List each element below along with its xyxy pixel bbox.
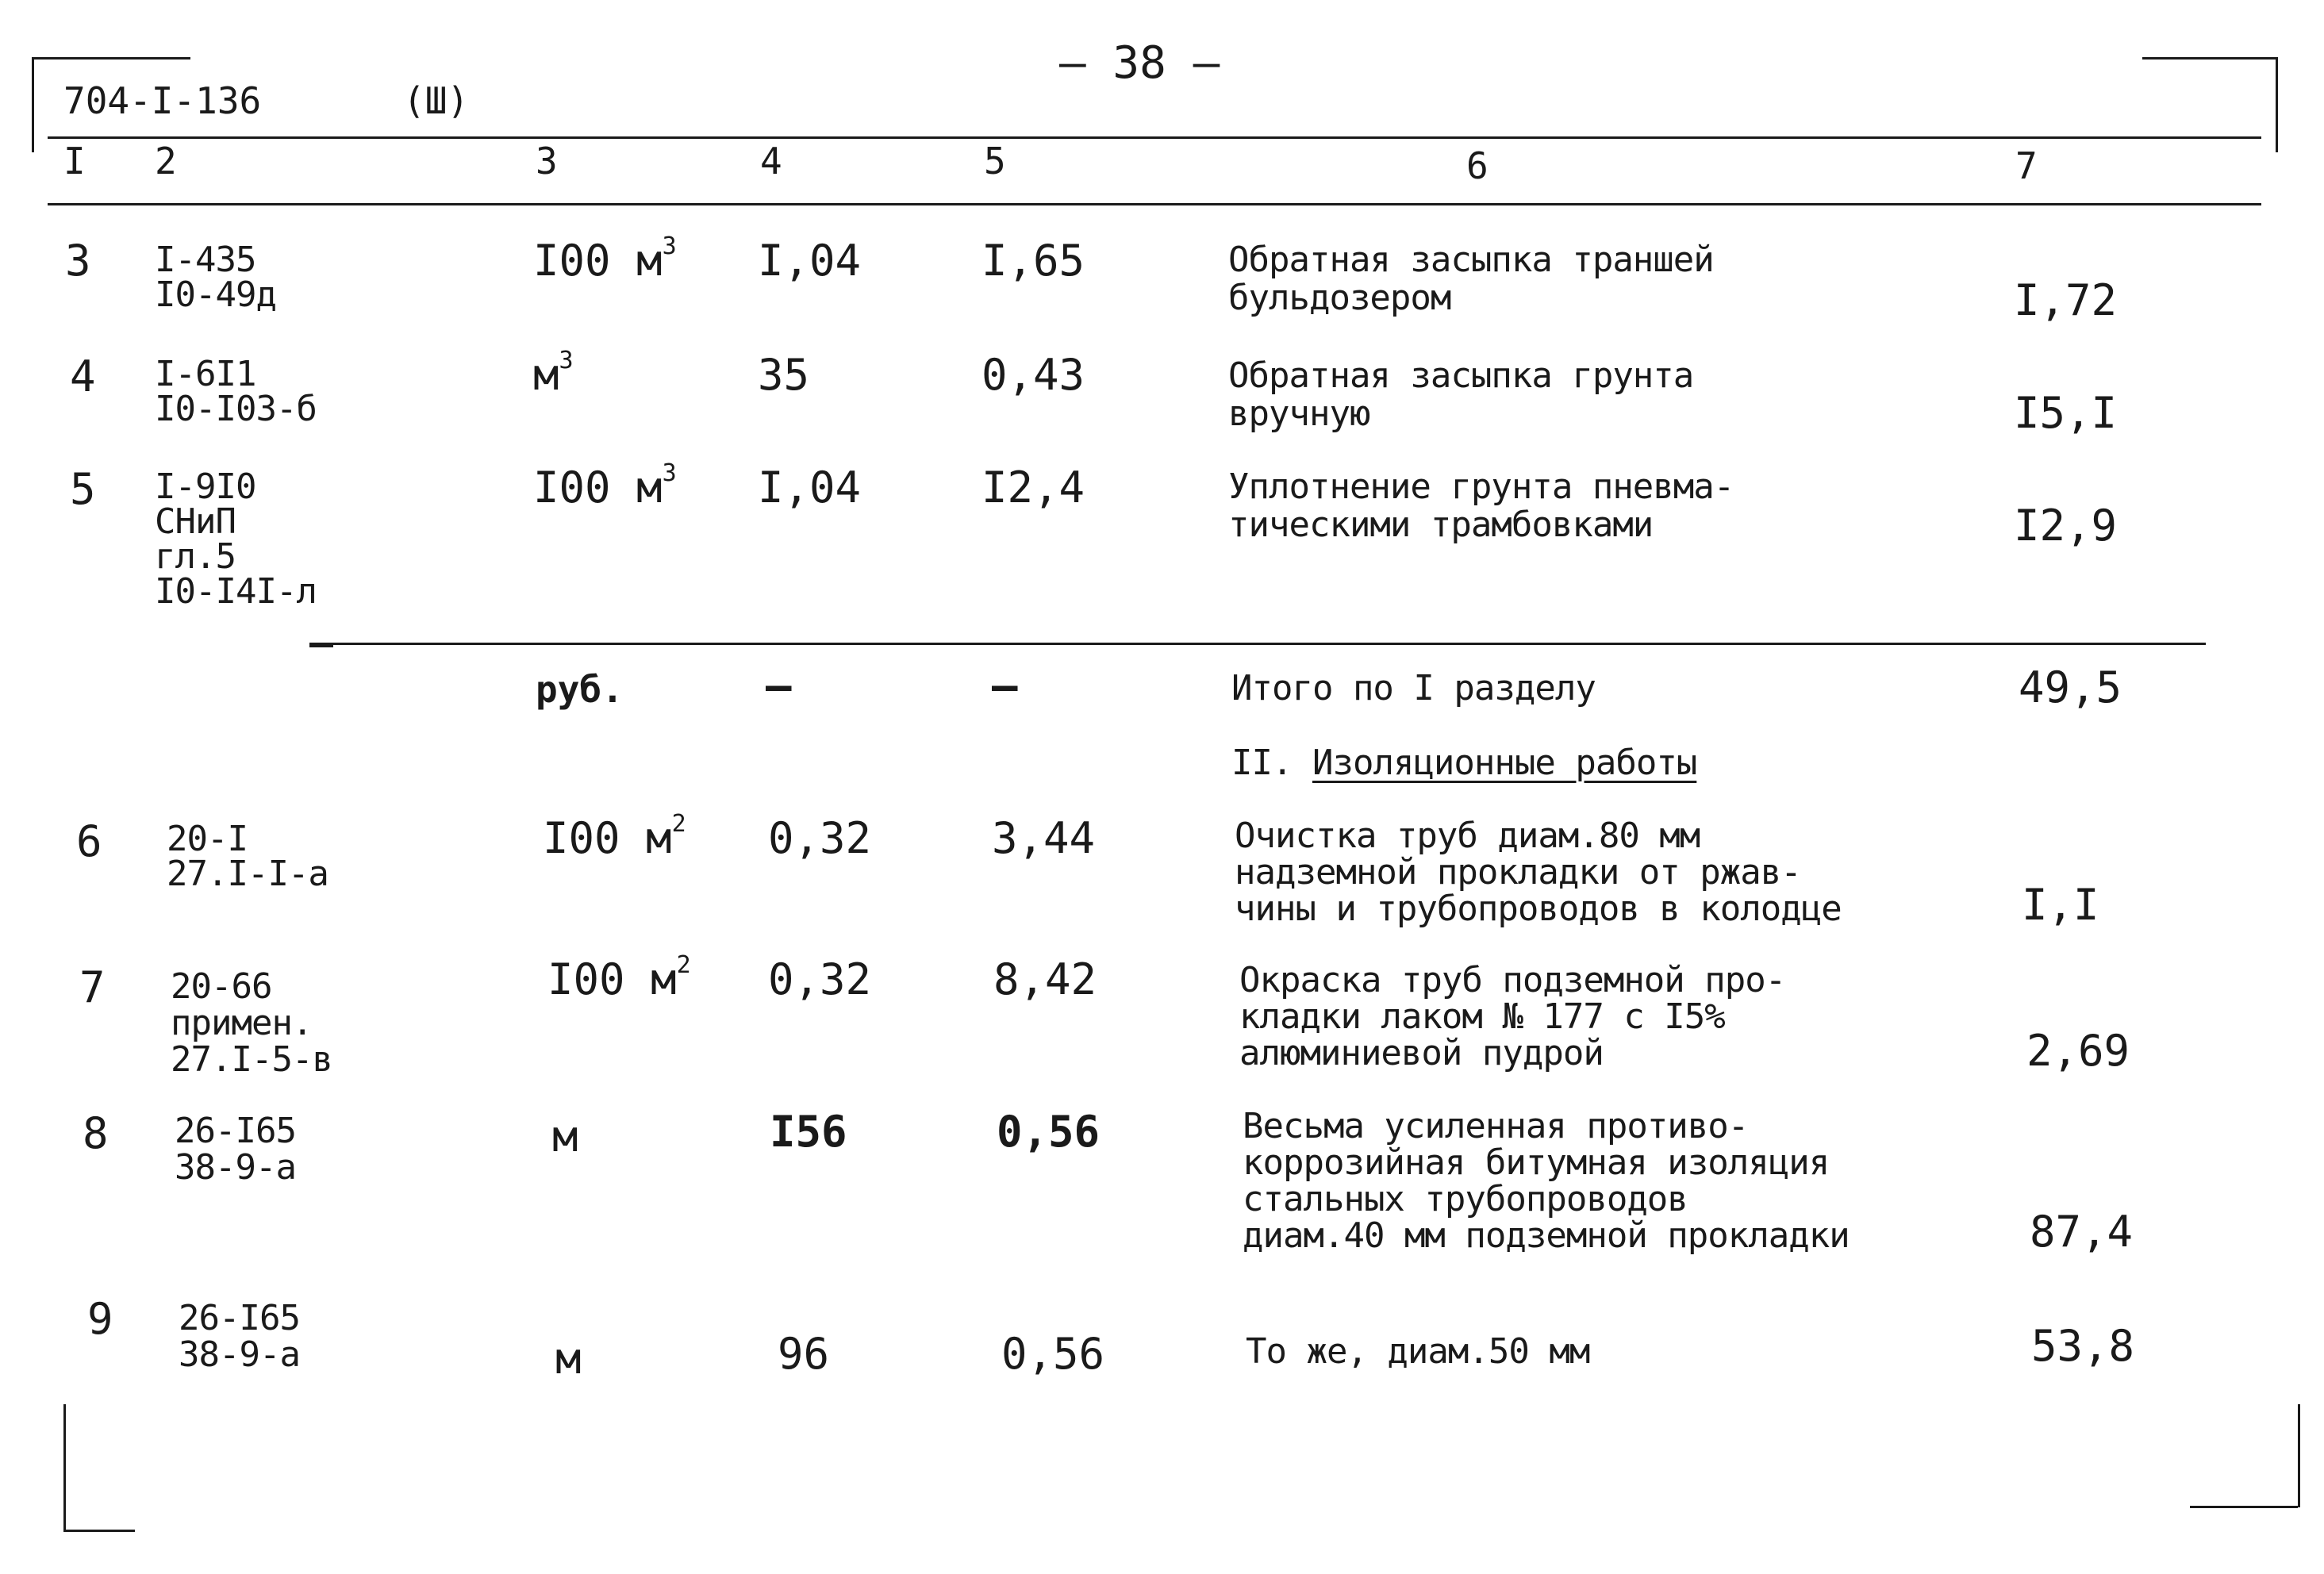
row-description: стальных трубопроводов <box>1243 1179 1688 1219</box>
row-unit: м <box>555 1334 582 1384</box>
row-description: Обратная засыпка грунта <box>1228 355 1694 396</box>
row-quantity: I56 <box>770 1107 847 1157</box>
row-unit <box>547 951 691 1004</box>
col-header-1: I <box>63 140 86 182</box>
header-bottom-line <box>48 203 2261 205</box>
frame-right-top <box>2276 57 2278 152</box>
section-title: Изоляционные работы <box>1312 743 1697 783</box>
row-unit <box>543 810 686 863</box>
unit-base: I00 м <box>533 463 663 513</box>
row-code: I-435 <box>155 240 256 280</box>
subtotal-description: Итого по I разделу <box>1231 668 1596 708</box>
row-price: 0,56 <box>1001 1329 1105 1379</box>
row-quantity: I,04 <box>758 463 862 513</box>
row-price: I,65 <box>981 236 1085 286</box>
col-header-5: 5 <box>984 140 1006 182</box>
row-description: чины и трубопроводов в колодце <box>1235 889 1842 929</box>
col-header-7: 7 <box>2015 144 2038 187</box>
row-number: 3 <box>65 236 91 286</box>
row-quantity: 0,32 <box>768 813 872 863</box>
unit-base: I00 м <box>547 954 677 1004</box>
row-total: I5,I <box>2014 388 2118 438</box>
row-total: I,72 <box>2014 275 2118 325</box>
section-number: II. <box>1231 743 1293 783</box>
unit-exponent: 2 <box>676 951 691 979</box>
row-description: Окраска труб подземной про- <box>1239 960 1786 1000</box>
col-header-4: 4 <box>760 140 782 182</box>
unit-base: I00 м <box>533 236 663 286</box>
row-price: I2,4 <box>981 463 1085 513</box>
frame-left-bottom <box>63 1404 66 1531</box>
row-code: I-6I1 <box>155 354 256 394</box>
row-code: СНиП <box>155 501 236 542</box>
unit-exponent: 2 <box>671 810 686 838</box>
row-number: 8 <box>83 1108 109 1158</box>
frame-bottom-right <box>2190 1506 2298 1508</box>
row-code: I-9I0 <box>155 466 256 507</box>
unit-exponent: 3 <box>559 347 574 374</box>
subtotal-unit: руб. <box>536 668 624 711</box>
row-total: I2,9 <box>2014 501 2118 551</box>
frame-left-top <box>32 57 34 152</box>
unit-exponent: 3 <box>662 232 677 260</box>
subtotal-rule <box>309 643 2206 645</box>
row-description: бульдозером <box>1228 278 1451 318</box>
frame-top-right <box>2142 57 2277 60</box>
row-code: 26-I65 <box>179 1298 300 1338</box>
row-quantity: 96 <box>778 1329 830 1379</box>
doc-code: 704-I-136 <box>63 79 262 122</box>
subtotal-total: 49,5 <box>2019 662 2122 712</box>
row-description: вручную <box>1228 394 1370 434</box>
row-description: Уплотнение грунта пневма- <box>1228 466 1734 507</box>
frame-right-bottom <box>2298 1404 2300 1507</box>
row-unit <box>533 347 574 400</box>
row-number: 4 <box>70 351 96 401</box>
row-description: тическими трамбовками <box>1228 505 1654 545</box>
row-number: 7 <box>79 962 106 1012</box>
row-code: 27.I-I-а <box>167 854 328 894</box>
col-header-2: 2 <box>155 140 177 182</box>
subtotal-rule-dash <box>309 644 333 647</box>
row-description: Обратная засыпка траншей <box>1228 240 1714 280</box>
row-code: 20-I <box>167 819 248 859</box>
row-unit <box>533 232 677 286</box>
doc-part: (Ш) <box>403 79 470 122</box>
row-unit <box>533 459 677 513</box>
col-header-6: 6 <box>1466 144 1489 187</box>
frame-bottom-left <box>63 1530 135 1532</box>
row-total: I,I <box>2022 880 2099 930</box>
row-number: 9 <box>87 1294 113 1344</box>
page-number: — 38 — <box>1059 37 1220 89</box>
row-total: 53,8 <box>2031 1321 2135 1371</box>
row-total: 2,69 <box>2026 1026 2130 1076</box>
row-description: надземной прокладки от ржав- <box>1235 852 1801 893</box>
row-code: I0-I03-б <box>155 389 317 429</box>
row-price: 0,43 <box>981 350 1085 400</box>
row-unit: м <box>552 1111 578 1161</box>
row-price: 3,44 <box>992 813 1096 863</box>
row-description: То же, диам.50 мм <box>1246 1331 1590 1372</box>
row-price: 0,56 <box>997 1107 1101 1157</box>
subtotal-price: – <box>992 661 1018 711</box>
row-description: коррозийная битумная изоляция <box>1243 1142 1830 1183</box>
row-quantity: 0,32 <box>768 954 872 1004</box>
row-code: примен. <box>171 1003 313 1043</box>
row-code: 20-66 <box>171 966 272 1007</box>
row-code: I0-49д <box>155 274 276 315</box>
unit-base: м <box>533 350 559 400</box>
row-number: 6 <box>76 816 102 866</box>
row-quantity: I,04 <box>758 236 862 286</box>
unit-exponent: 3 <box>662 459 677 487</box>
row-code: 38-9-а <box>179 1334 300 1375</box>
unit-base: I00 м <box>543 813 672 863</box>
row-code: гл.5 <box>155 536 236 577</box>
row-code: 38-9-а <box>175 1147 296 1188</box>
row-price: 8,42 <box>993 954 1097 1004</box>
row-description: Очистка труб диам.80 мм <box>1235 816 1700 856</box>
row-description: Весьма усиленная противо- <box>1243 1106 1749 1146</box>
header-line <box>48 136 2261 139</box>
row-total: 87,4 <box>2030 1207 2134 1257</box>
section-heading <box>1231 743 1697 783</box>
row-code: I0-I4I-л <box>155 571 317 612</box>
row-code: 26-I65 <box>175 1111 296 1151</box>
row-number: 5 <box>70 464 96 514</box>
row-code: 27.I-5-в <box>171 1039 332 1080</box>
row-description: кладки лаком № 177 с I5% <box>1239 996 1725 1037</box>
row-description: диам.40 мм подземной прокладки <box>1243 1215 1850 1256</box>
subtotal-qty: – <box>766 661 792 711</box>
col-header-3: 3 <box>536 140 558 182</box>
row-quantity: 35 <box>758 350 810 400</box>
row-description: алюминиевой пудрой <box>1239 1033 1604 1073</box>
frame-top-left <box>32 57 190 60</box>
